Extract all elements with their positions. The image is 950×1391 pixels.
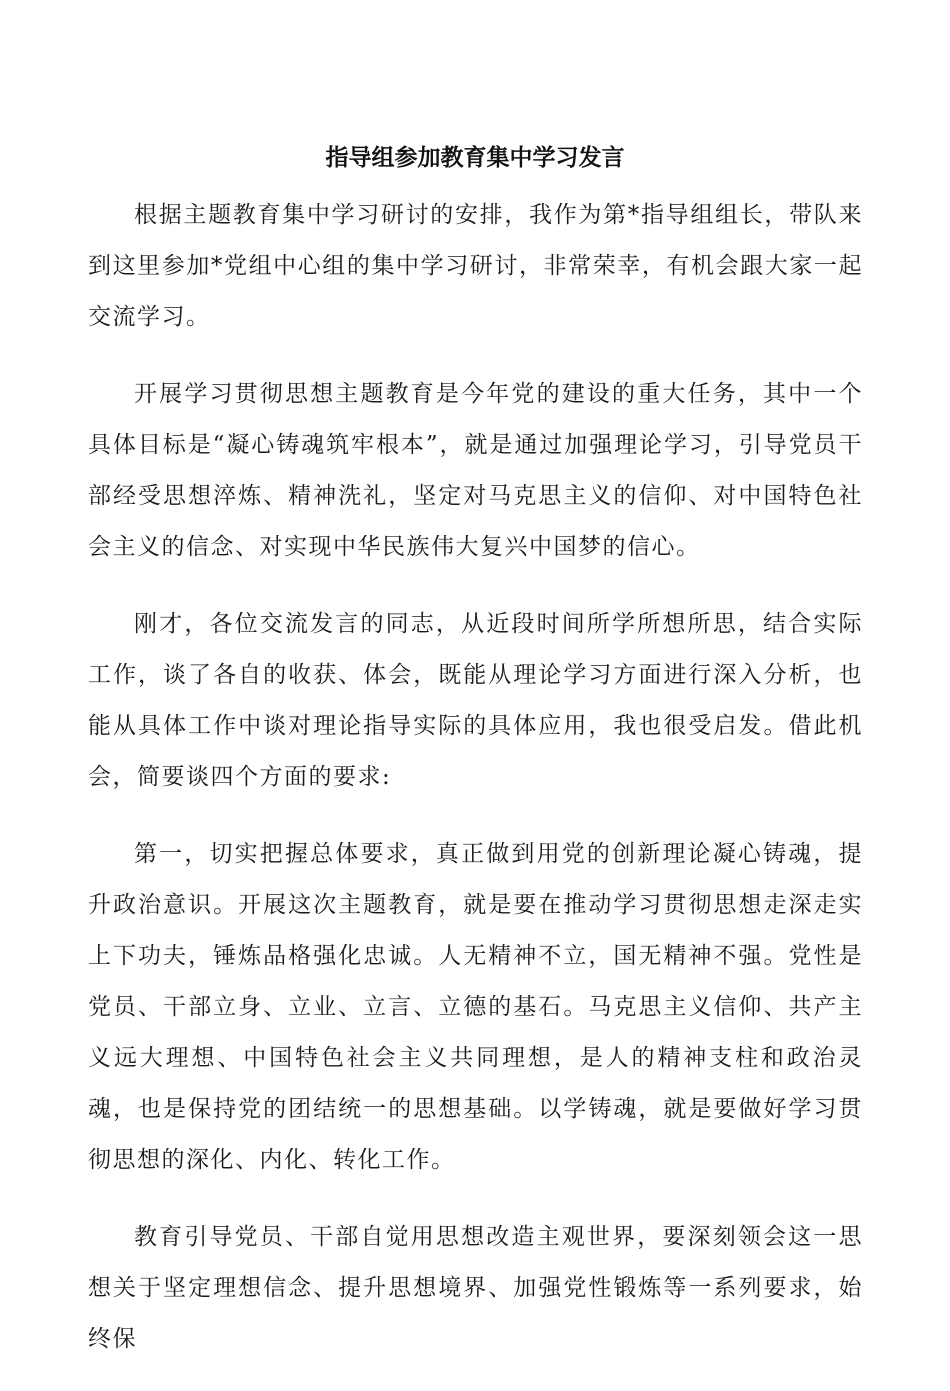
- paragraph-4: 第一，切实把握总体要求，真正做到用党的创新理论凝心铸魂，提升政治意识。开展这次主题教育，就是要在推动学习贯彻思想走深走实上下功夫，锤炼品格强化忠诚。人无精神不立，国无精神不强。党性是党员、干部立身、立业、立言、立德的基石。马克思主义信仰、共产主义远大理想、中国特色社会主义共同理想，是人的精神支柱和政治灵魂，也是保持党的团结统一的思想基础。以学铸魂，就是要做好学习贯彻思想的深化、内化、转化工作。: [88, 841, 863, 1173]
- paragraph-2: 开展学习贯彻思想主题教育是今年党的建设的重大任务，其中一个具体目标是“凝心铸魂筑牢根本”，就是通过加强理论学习，引导党员干部经受思想淬炼、精神洗礼，坚定对马克思主义的信仰、对中国特色社会主义的信念、对实现中华民族伟大复兴中国梦的信心。: [88, 381, 863, 560]
- paragraph-1: 根据主题教育集中学习研讨的安排，我作为第*指导组组长，带队来到这里参加*党组中心组的集中学习研讨，非常荣幸，有机会跟大家一起交流学习。: [88, 202, 863, 330]
- document-body: [88, 190, 863, 1391]
- document-title: 指导组参加教育集中学习发言: [325, 145, 625, 171]
- paragraph-3: 刚才，各位交流发言的同志，从近段时间所学所想所思，结合实际工作，谈了各自的收获、体会，既能从理论学习方面进行深入分析，也能从具体工作中谈对理论指导实际的具体应用，我也很受启发。借此机会，简要谈四个方面的要求:: [88, 611, 863, 790]
- paragraph-5: 教育引导党员、干部自觉用思想改造主观世界，要深刻领会这一思想关于坚定理想信念、提升思想境界、加强党性锻炼等一系列要求，始终保: [88, 1224, 863, 1352]
